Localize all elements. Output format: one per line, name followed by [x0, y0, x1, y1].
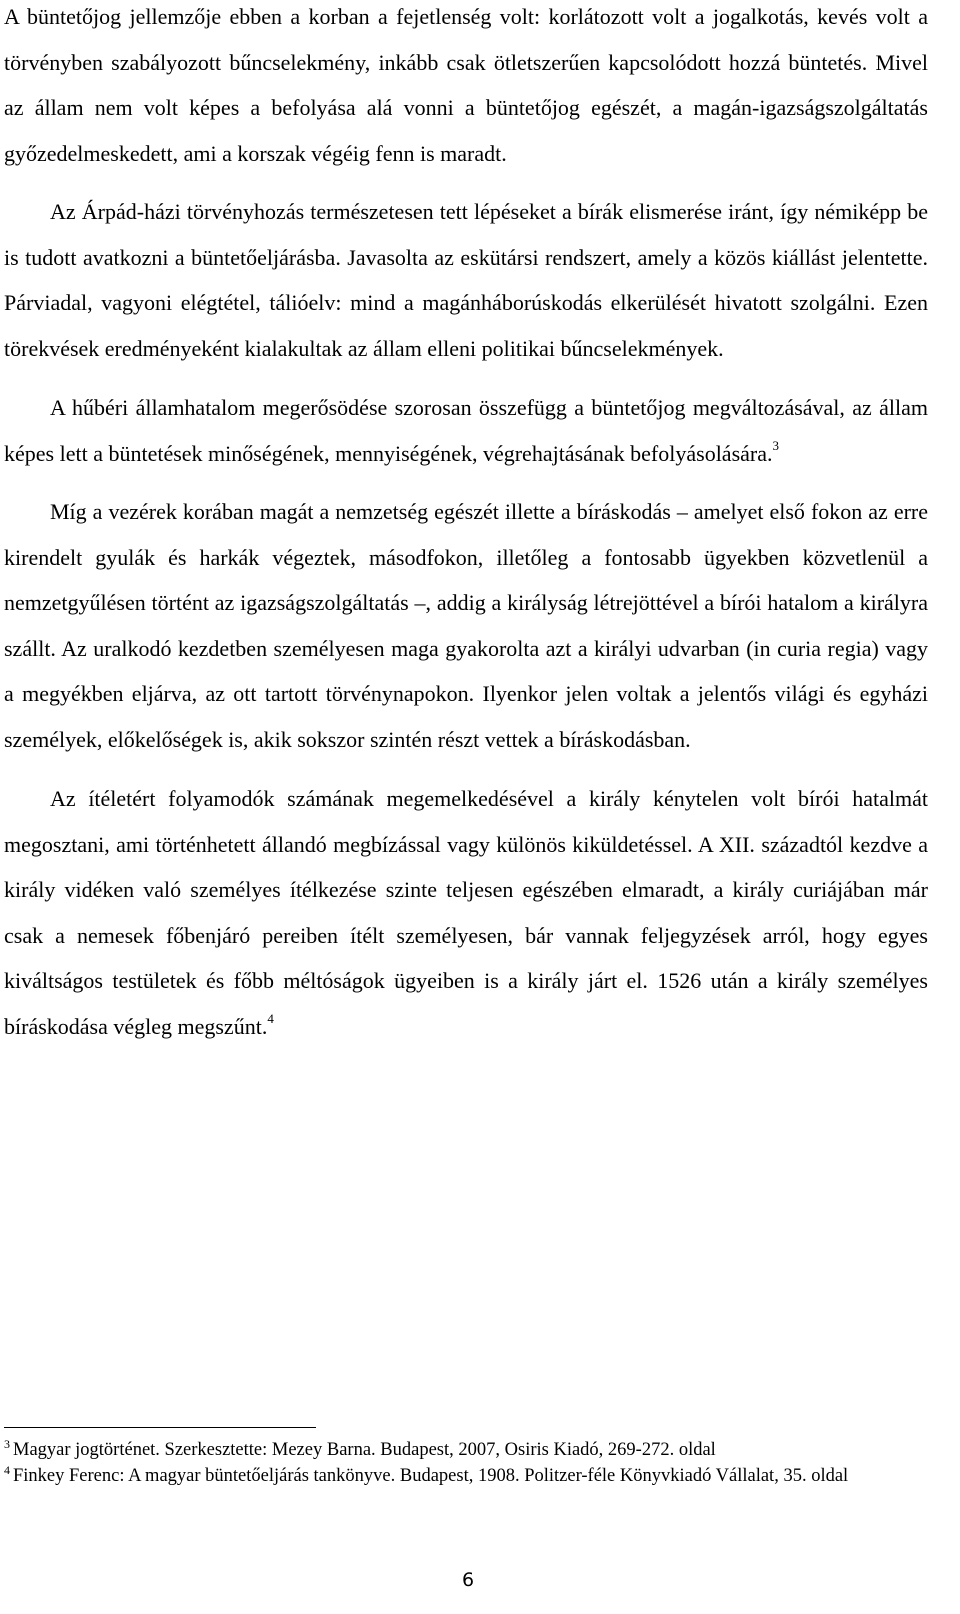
- paragraph-text: Az Árpád-házi törvényhozás természetesen tett lépéseket a bírák elismerése iránt, így némiképp be is tudott avatkozni a büntetőeljárásba. Javasolta az eskütársi rendszert, amely a közös kiállást jelentette. Párviadal, vagyoni elégtétel, tálióelv: mind a magánháborúskodás elkerülését hivatott szolgálni. Ezen törekvések eredményeként kialakultak az állam elleni politikai bűncselekmények.: [4, 199, 928, 361]
- footnotes: [4, 1437, 934, 1489]
- paragraph-text: Míg a vezérek korában magát a nemzetség egészét illette a bíráskodás – amelyet első fokon az erre kirendelt gyulák és harkák végeztek, másodfokon, illetőleg a fontosabb ügyekben közvetlenül a nemzetgyűlésen történt az igazságszolgáltatás –, addig a királyság létrejöttével a bírói hatalom a királyra szállt. Az uralkodó kezdetben személyesen maga gyakorolta azt a királyi udvarban (in curia regia) vagy a megyékben eljárva, az ott tartott törvénynapokon. Ilyenkor jelen voltak a jelentős világi és egyházi személyek, előkelőségek is, akik sokszor szintén részt vettek a bíráskodásban.: [4, 499, 928, 752]
- body-text: [4, 0, 928, 1065]
- paragraph-text: A hűbéri államhatalom megerősödése szorosan összefügg a büntetőjog megváltozásával, az állam képes lett a büntetések minőségének, mennyiségének, végrehajtásának befolyásolására.: [4, 395, 928, 466]
- paragraph-2: [4, 189, 928, 371]
- paragraph-1: [4, 0, 928, 176]
- footnote-separator: [4, 1427, 316, 1428]
- footnote-3: [4, 1437, 934, 1463]
- footnote-ref-4[interactable]: 4: [267, 1011, 274, 1027]
- footnote-number: 4: [4, 1462, 10, 1477]
- footnote-4: [4, 1463, 934, 1489]
- footnote-text: Magyar jogtörténet. Szerkesztette: Mezey Barna. Budapest, 2007, Osiris Kiadó, 269-272. oldal: [13, 1440, 716, 1460]
- paragraph-text: Az ítéletért folyamodók számának megemelkedésével a király kénytelen volt bírói hatalmát megosztani, ami történhetett állandó megbízással vagy különös kiküldetéssel. A XII. századtól kezdve a király vidéken való személyes ítélkezése szinte teljesen egészében elmaradt, a király curiájában már csak a nemesek főbenjáró pereiben ítélt személyesen, bár vannak feljegyzések arról, hogy egyes kiváltságos testületek és főbb méltóságok ügyeiben is a király járt el. 1526 után a király személyes bíráskodása végleg megszűnt.: [4, 786, 928, 1039]
- page-number: 6: [461, 1569, 475, 1591]
- paragraph-5: [4, 776, 928, 1049]
- footnote-number: 3: [4, 1436, 10, 1451]
- paragraph-4: [4, 489, 928, 762]
- footnote-text: Finkey Ferenc: A magyar büntetőeljárás tankönyve. Budapest, 1908. Politzer-féle Könyvkiadó Vállalat, 35. oldal: [13, 1466, 849, 1486]
- paragraph-text: A büntetőjog jellemzője ebben a korban a fejetlenség volt: korlátozott volt a jogalkotás, kevés volt a törvényben szabályozott bűncselekmény, inkább csak ötletszerűen kapcsolódott hozzá büntetés. Mivel az állam nem volt képes a befolyása alá vonni a büntetőjog egészét, a magán-igazságszolgáltatás győzedelmeskedett, ami a korszak végéig fenn is maradt.: [4, 4, 928, 166]
- paragraph-3: [4, 385, 928, 476]
- footnote-ref-3[interactable]: 3: [772, 438, 779, 454]
